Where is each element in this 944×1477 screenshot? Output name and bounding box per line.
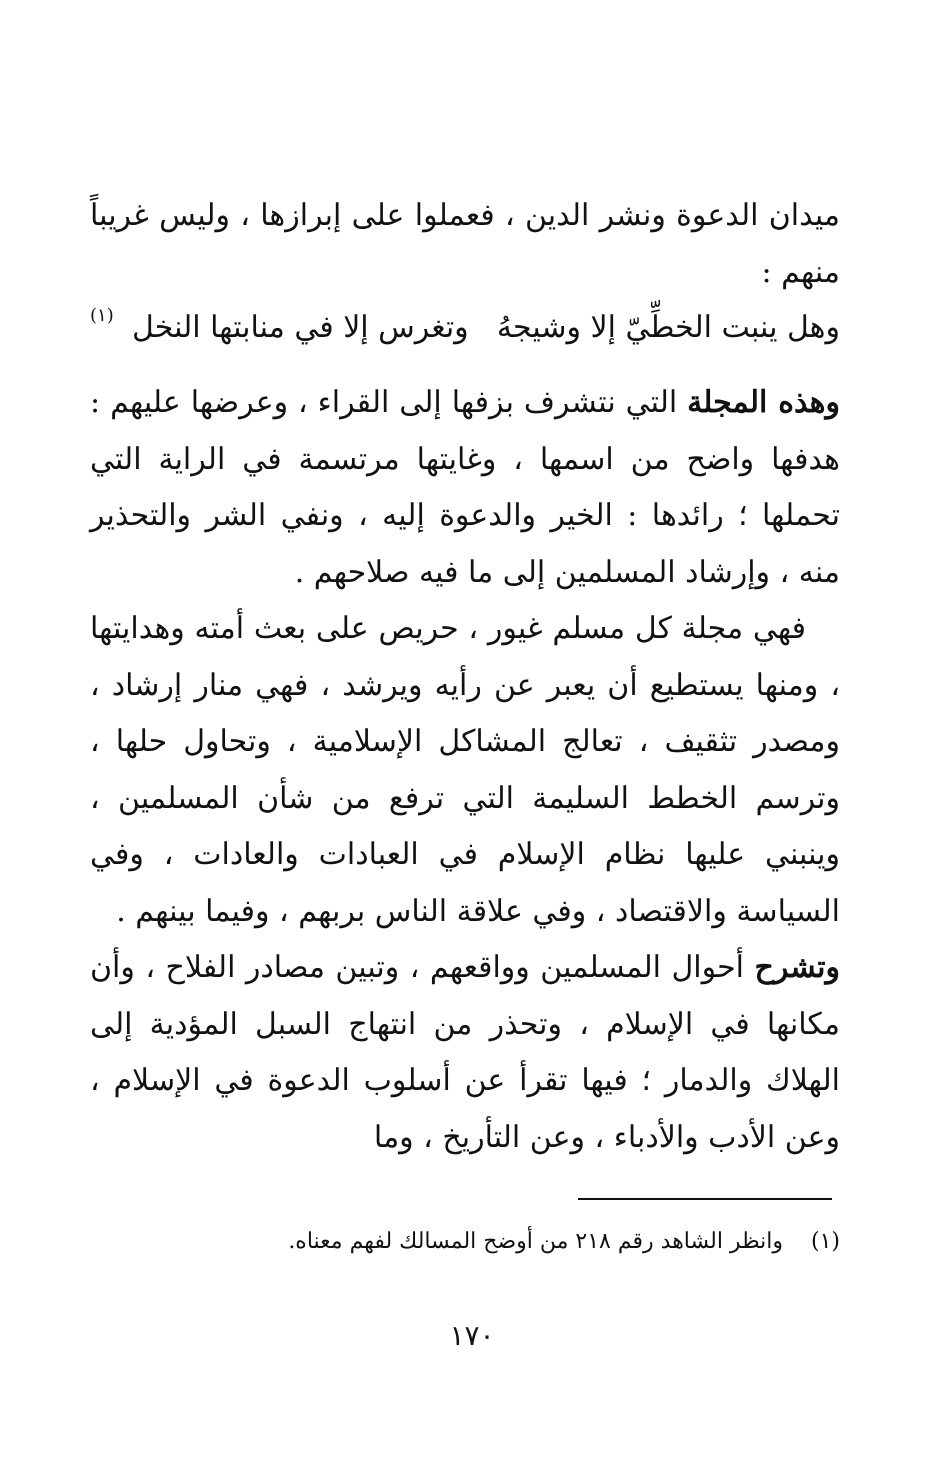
paragraph-intro	[90, 188, 840, 301]
footnote-divider	[578, 1198, 832, 1200]
footnote	[100, 1222, 840, 1262]
paragraph-magazine	[90, 375, 840, 601]
verse-first-hemistich: وهل ينبت الخطِّيّ إلا وشيجهُ	[496, 310, 840, 345]
paragraph-purpose	[90, 601, 840, 940]
verse-second-hemistich: وتغرس إلا في منابتها النخل	[132, 310, 469, 345]
paragraph-body: أحوال المسلمين وواقعهم ، وتبين مصادر الفلاح ، وأن مكانها في الإسلام ، وتحذر من انتهاج السبل المؤدية إلى الهلاك والدمار ؛ فيها تقرأ عن أسلوب الدعوة في الإسلام ، وعن الأدب والأدباء ، وعن التأريخ ، وما	[90, 950, 840, 1155]
paragraph-lead-bold: وتشرح	[754, 950, 840, 985]
page-number: ١٧٠	[449, 1319, 495, 1352]
paragraph-explains	[90, 940, 840, 1166]
paragraph-intro-text: ميدان الدعوة ونشر الدين ، فعملوا على إبرازها ، وليس غريباً منهم :	[90, 198, 840, 290]
main-text	[90, 375, 840, 1166]
footnote-mark: (١)	[810, 1229, 840, 1254]
paragraph-lead-bold: وهذه المجلة	[687, 385, 840, 420]
footnote-reference-mark: (١)	[90, 305, 114, 326]
poetry-verse	[90, 300, 840, 356]
footnote-text: وانظر الشاهد رقم ٢١٨ من أوضح المسالك لفهم معناه.	[288, 1229, 783, 1254]
paragraph-body: فهي مجلة كل مسلم غيور ، حريص على بعث أمته وهدايتها ، ومنها يستطيع أن يعبر عن رأيه ويرشد ، فهي منار إرشاد ، ومصدر تثقيف ، تعالج المشاكل الإسلامية ، وتحاول حلها ، وترسم الخطط السليمة التي ترفع من شأن المسلمين ، وينبني عليها نظام الإسلام في العبادات والعادات ، وفي السياسة والاقتصاد ، وفي علاقة الناس بربهم ، وفيما بينهم .	[90, 611, 840, 929]
paragraph-body: التي نتشرف بزفها إلى القراء ، وعرضها عليهم : هدفها واضح من اسمها ، وغايتها مرتسمة في الراية التي تحملها ؛ رائدها : الخير والدعوة إليه ، ونفي الشر والتحذير منه ، وإرشاد المسلمين إلى ما فيه صلاحهم .	[90, 385, 840, 590]
